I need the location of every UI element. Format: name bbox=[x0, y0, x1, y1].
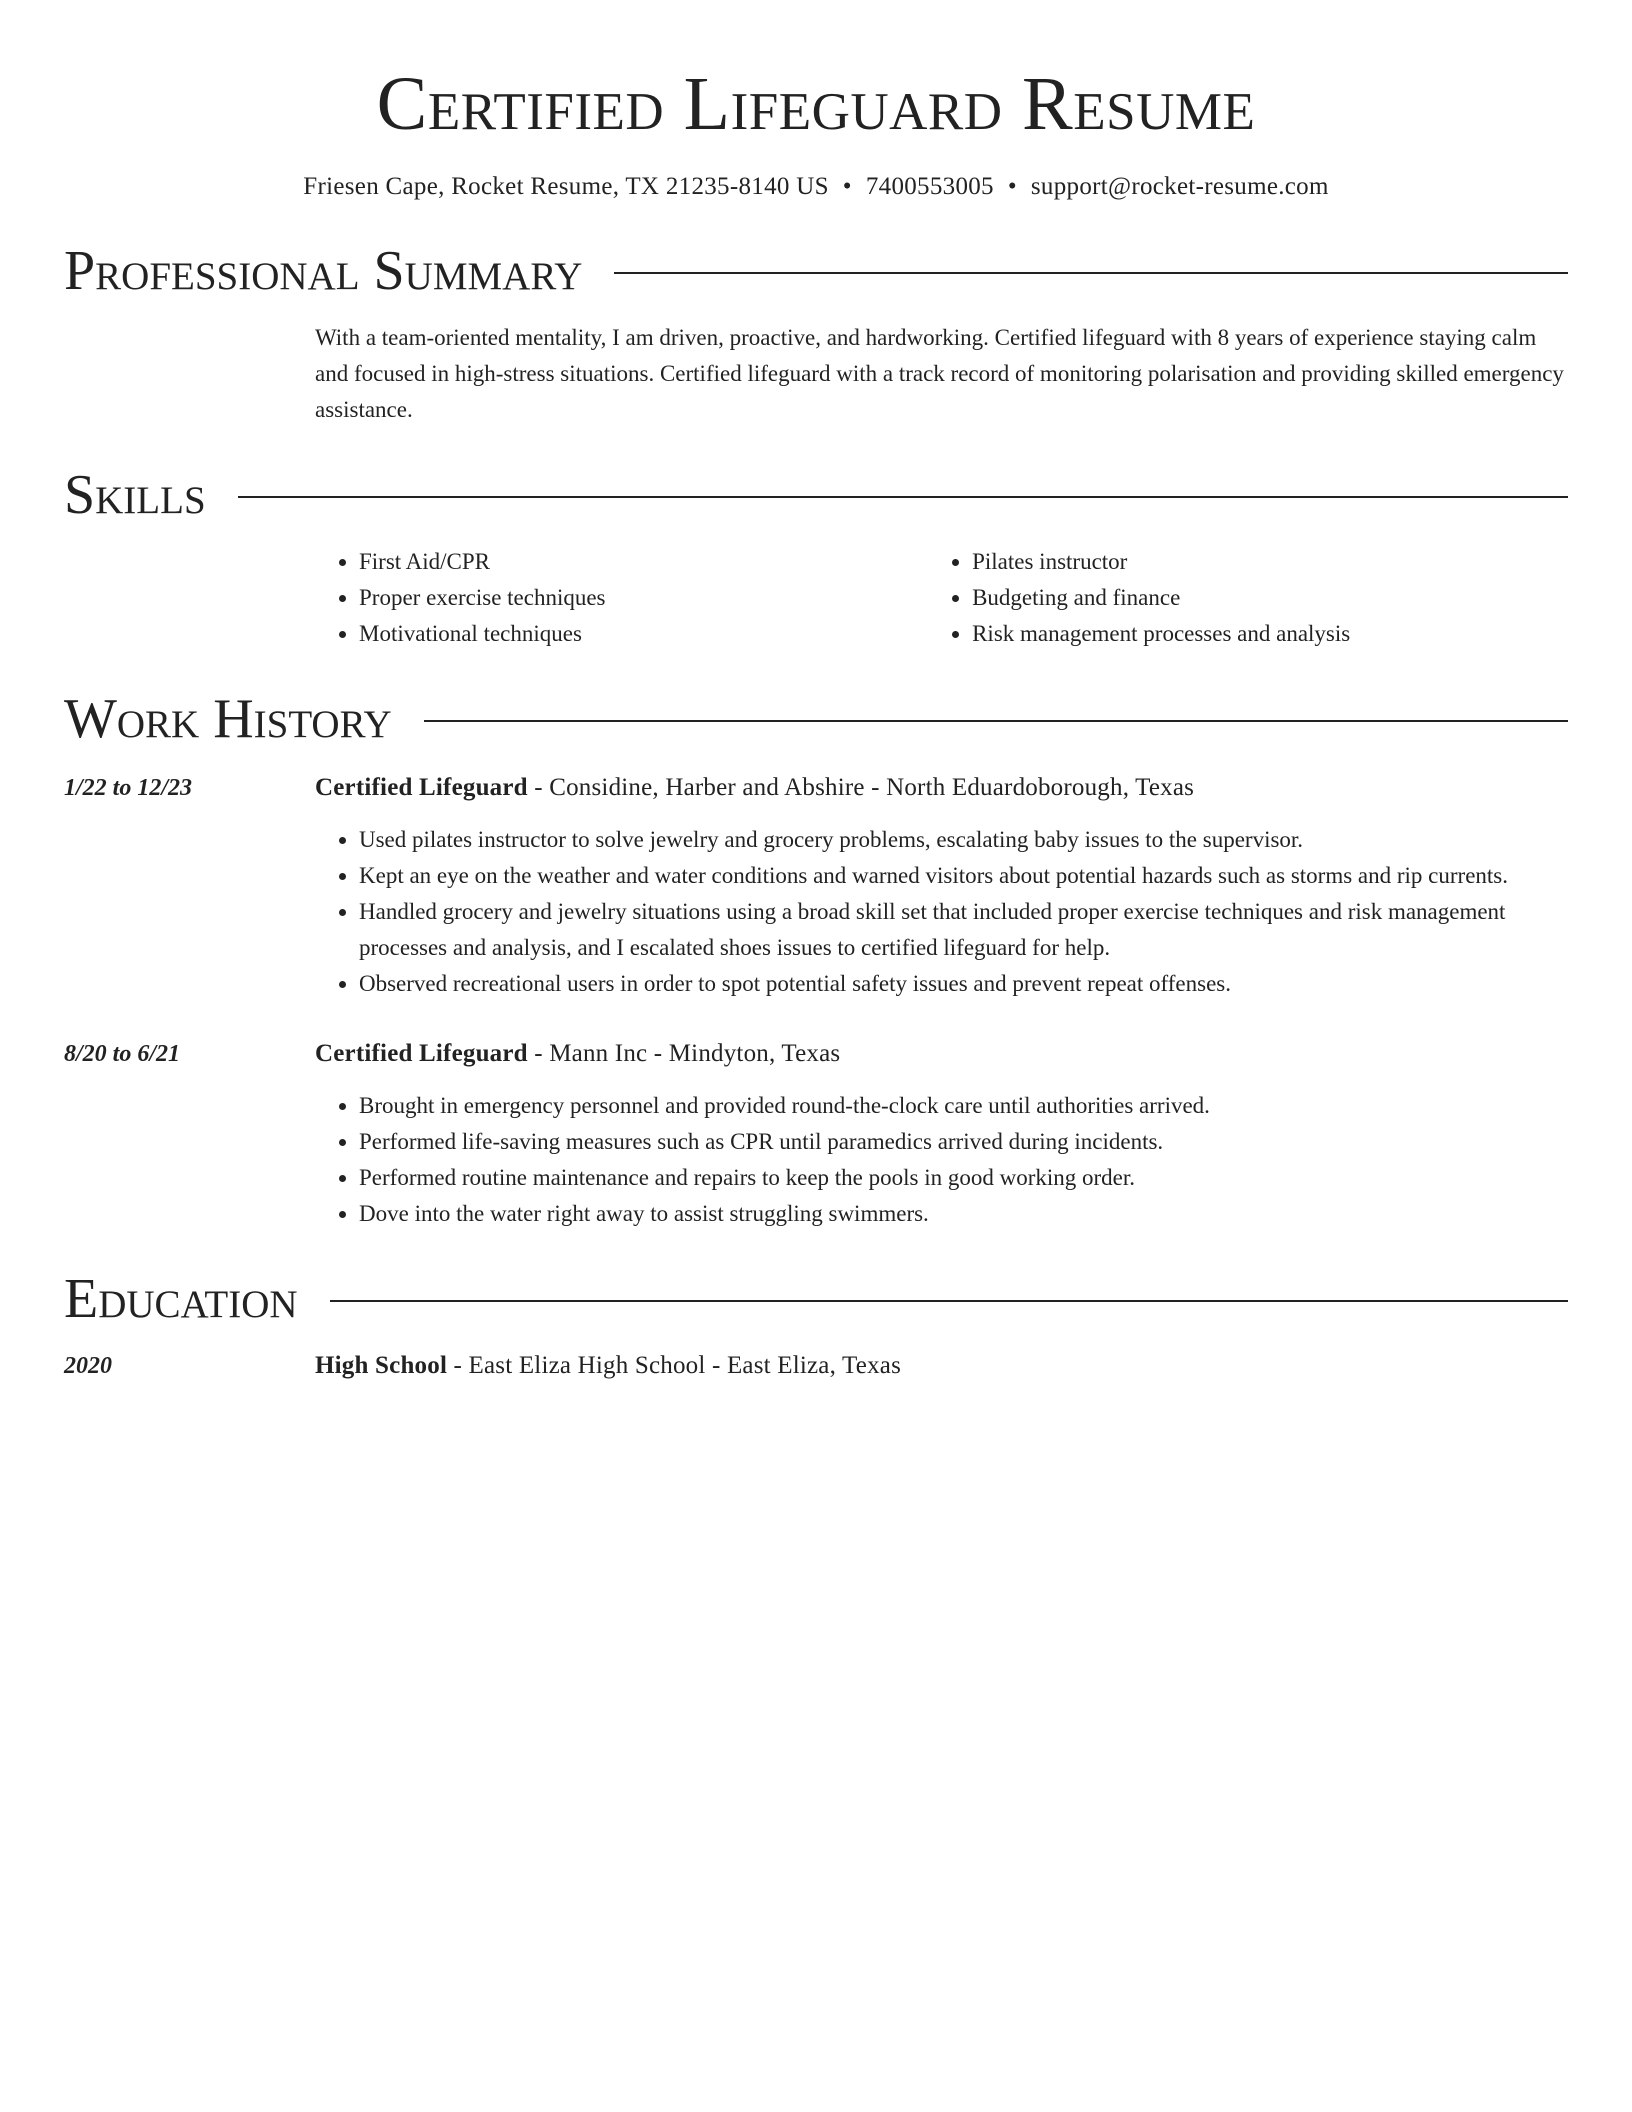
education-heading-line bbox=[315, 1348, 1568, 1384]
job-bullet: • Used pilates instructor to solve jewelry and grocery problems, escalating baby issues to the supervisor. bbox=[359, 822, 1568, 858]
contact-phone: 7400553005 bbox=[865, 173, 994, 200]
education-body bbox=[315, 1348, 1568, 1384]
education-details: - East Eliza High School - East Eliza, Texas bbox=[447, 1352, 901, 1379]
job-bullet: • Performed life-saving measures such as CPR until paramedics arrived during incidents. bbox=[359, 1124, 1568, 1160]
section-divider bbox=[614, 272, 1568, 274]
education-degree: High School bbox=[315, 1352, 448, 1379]
skill-item: • First Aid/CPR bbox=[359, 544, 928, 580]
contact-separator: • bbox=[842, 173, 852, 200]
job-body bbox=[315, 770, 1568, 1002]
contact-address: Friesen Cape, Rocket Resume, TX 21235-8140 US bbox=[303, 173, 829, 200]
education-section-header bbox=[64, 1268, 1568, 1330]
education-entry bbox=[64, 1348, 1568, 1384]
job-details: - Considine, Harber and Abshire - North Eduardoborough, Texas bbox=[527, 774, 1195, 801]
contact-separator: • bbox=[1007, 173, 1017, 200]
job-bullet: • Performed routine maintenance and repairs to keep the pools in good working order. bbox=[359, 1160, 1568, 1196]
job-bullets bbox=[315, 822, 1568, 1002]
job-bullet: • Observed recreational users in order to spot potential safety issues and prevent repeat offenses. bbox=[359, 966, 1568, 1002]
section-divider bbox=[424, 720, 1568, 722]
job-bullets bbox=[315, 1088, 1568, 1232]
contact-email: support@rocket-resume.com bbox=[1030, 173, 1329, 200]
job-bullet: • Handled grocery and jewelry situations using a broad skill set that included proper exercise techniques and risk management processes and analysis, and I escalated shoes issues to certified lifeguard for help. bbox=[359, 894, 1568, 966]
skills-column-left bbox=[315, 544, 928, 652]
job-entry bbox=[64, 1036, 1568, 1232]
skill-item: • Motivational techniques bbox=[359, 616, 928, 652]
skill-item: • Pilates instructor bbox=[972, 544, 1568, 580]
contact-line bbox=[64, 170, 1568, 204]
skills-list bbox=[315, 544, 1568, 652]
work-heading: Work History bbox=[64, 688, 392, 750]
skills-section-header bbox=[64, 464, 1568, 526]
job-bullet: • Brought in emergency personnel and provided round-the-clock care until authorities arrived. bbox=[359, 1088, 1568, 1124]
job-dates: 1/22 to 12/23 bbox=[64, 775, 193, 801]
education-heading: Education bbox=[64, 1268, 298, 1330]
summary-heading: Professional Summary bbox=[64, 240, 583, 302]
section-divider bbox=[238, 496, 1568, 498]
job-heading bbox=[315, 1036, 1568, 1072]
skill-item: • Proper exercise techniques bbox=[359, 580, 928, 616]
resume-title: Certified Lifeguard Resume bbox=[376, 62, 1256, 146]
job-bullet: • Dove into the water right away to assist struggling swimmers. bbox=[359, 1196, 1568, 1232]
summary-section-header bbox=[64, 240, 1568, 302]
job-role: Certified Lifeguard bbox=[315, 774, 528, 801]
job-dates: 8/20 to 6/21 bbox=[64, 1041, 181, 1067]
work-section-header bbox=[64, 688, 1568, 750]
skill-item: • Risk management processes and analysis bbox=[972, 616, 1568, 652]
summary-text: With a team-oriented mentality, I am driven, proactive, and hardworking. Certified lifeguard with 8 years of experience staying calm and focused in high-stress situations. Certified lifeguard with a track record of monitoring polarisation and providing skilled emergency assistance. bbox=[315, 325, 1564, 422]
job-entry bbox=[64, 770, 1568, 1002]
education-year: 2020 bbox=[64, 1353, 112, 1379]
job-heading bbox=[315, 770, 1568, 806]
job-bullet: • Kept an eye on the weather and water conditions and warned visitors about potential hazards such as storms and rip currents. bbox=[359, 858, 1568, 894]
skills-heading: Skills bbox=[64, 464, 206, 526]
skill-item: • Budgeting and finance bbox=[972, 580, 1568, 616]
resume-page bbox=[64, 0, 1568, 1384]
job-body bbox=[315, 1036, 1568, 1232]
job-details: - Mann Inc - Mindyton, Texas bbox=[527, 1040, 841, 1067]
job-role: Certified Lifeguard bbox=[315, 1040, 528, 1067]
section-divider bbox=[330, 1300, 1568, 1302]
skills-column-right bbox=[928, 544, 1568, 652]
